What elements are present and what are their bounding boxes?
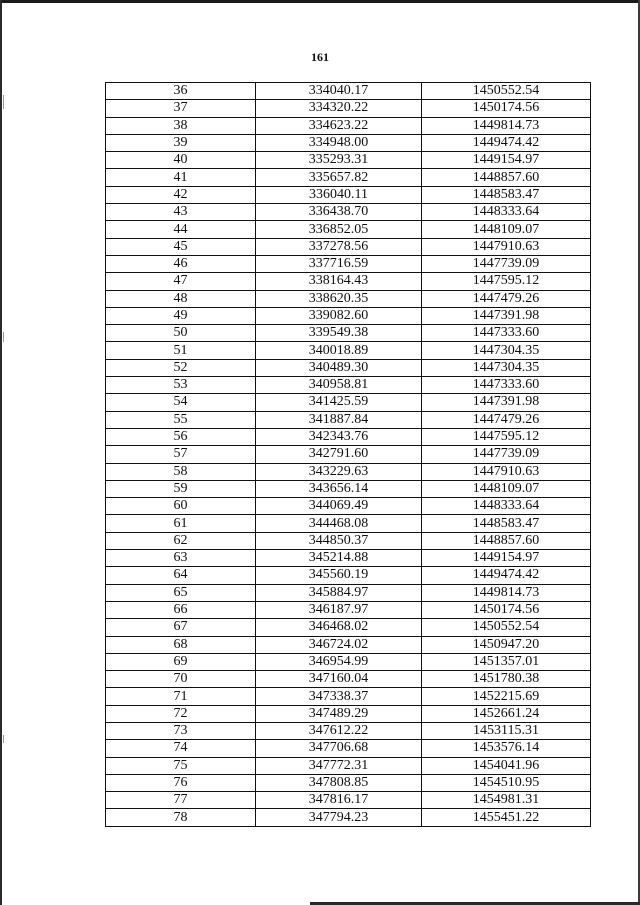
- table-row: [106, 636, 591, 653]
- page-left-edge: [0, 0, 2, 905]
- x-coordinate-cell: 347772.31: [256, 757, 422, 774]
- x-coordinate-cell: 345560.19: [256, 567, 422, 584]
- point-number-cell: 72: [106, 705, 256, 722]
- y-coordinate-cell: 1452215.69: [422, 688, 591, 705]
- y-coordinate-cell: 1453115.31: [422, 722, 591, 739]
- x-coordinate-cell: 347794.23: [256, 809, 422, 826]
- y-coordinate-cell: 1449474.42: [422, 567, 591, 584]
- point-number-cell: 65: [106, 584, 256, 601]
- table-row: [106, 722, 591, 739]
- point-number-cell: 55: [106, 411, 256, 428]
- y-coordinate-cell: 1454510.95: [422, 774, 591, 791]
- point-number-cell: 54: [106, 394, 256, 411]
- table-row: [106, 325, 591, 342]
- y-coordinate-cell: 1448857.60: [422, 532, 591, 549]
- page-number: 161: [311, 50, 329, 64]
- x-coordinate-cell: 345884.97: [256, 584, 422, 601]
- x-coordinate-cell: 344468.08: [256, 515, 422, 532]
- coordinates-table-body: [106, 83, 591, 827]
- y-coordinate-cell: 1449814.73: [422, 584, 591, 601]
- table-row: [106, 186, 591, 203]
- y-coordinate-cell: 1447333.60: [422, 377, 591, 394]
- point-number-cell: 44: [106, 221, 256, 238]
- table-row: [106, 204, 591, 221]
- y-coordinate-cell: 1450174.56: [422, 100, 591, 117]
- table-row: [106, 411, 591, 428]
- point-number-cell: 73: [106, 722, 256, 739]
- y-coordinate-cell: 1448109.07: [422, 221, 591, 238]
- page-top-edge: [0, 0, 640, 3]
- point-number-cell: 66: [106, 601, 256, 618]
- point-number-cell: 63: [106, 550, 256, 567]
- y-coordinate-cell: 1448333.64: [422, 204, 591, 221]
- y-coordinate-cell: 1450552.54: [422, 619, 591, 636]
- y-coordinate-cell: 1450552.54: [422, 83, 591, 100]
- x-coordinate-cell: 337278.56: [256, 238, 422, 255]
- table-row: [106, 290, 591, 307]
- y-coordinate-cell: 1449814.73: [422, 117, 591, 134]
- point-number-cell: 42: [106, 186, 256, 203]
- table-row: [106, 359, 591, 376]
- y-coordinate-cell: 1447304.35: [422, 342, 591, 359]
- table-row: [106, 238, 591, 255]
- table-row: [106, 619, 591, 636]
- x-coordinate-cell: 347160.04: [256, 671, 422, 688]
- point-number-cell: 78: [106, 809, 256, 826]
- y-coordinate-cell: 1447333.60: [422, 325, 591, 342]
- point-number-cell: 59: [106, 480, 256, 497]
- table-row: [106, 221, 591, 238]
- point-number-cell: 40: [106, 152, 256, 169]
- x-coordinate-cell: 346724.02: [256, 636, 422, 653]
- scan-artifact: [3, 95, 4, 109]
- y-coordinate-cell: 1447910.63: [422, 463, 591, 480]
- table-row: [106, 307, 591, 324]
- table-row: [106, 273, 591, 290]
- table-row: [106, 83, 591, 100]
- point-number-cell: 49: [106, 307, 256, 324]
- table-row: [106, 792, 591, 809]
- y-coordinate-cell: 1448333.64: [422, 498, 591, 515]
- x-coordinate-cell: 341425.59: [256, 394, 422, 411]
- point-number-cell: 41: [106, 169, 256, 186]
- x-coordinate-cell: 334040.17: [256, 83, 422, 100]
- x-coordinate-cell: 345214.88: [256, 550, 422, 567]
- y-coordinate-cell: 1447739.09: [422, 255, 591, 272]
- table-row: [106, 428, 591, 445]
- point-number-cell: 39: [106, 134, 256, 151]
- y-coordinate-cell: 1449474.42: [422, 134, 591, 151]
- point-number-cell: 51: [106, 342, 256, 359]
- table-row: [106, 152, 591, 169]
- scan-artifact: [3, 332, 4, 342]
- x-coordinate-cell: 335657.82: [256, 169, 422, 186]
- x-coordinate-cell: 336040.11: [256, 186, 422, 203]
- table-row: [106, 584, 591, 601]
- x-coordinate-cell: 344069.49: [256, 498, 422, 515]
- y-coordinate-cell: 1448857.60: [422, 169, 591, 186]
- point-number-cell: 61: [106, 515, 256, 532]
- point-number-cell: 52: [106, 359, 256, 376]
- table-row: [106, 740, 591, 757]
- y-coordinate-cell: 1452661.24: [422, 705, 591, 722]
- x-coordinate-cell: 343656.14: [256, 480, 422, 497]
- scan-artifact: [3, 735, 4, 743]
- table-row: [106, 377, 591, 394]
- table-row: [106, 774, 591, 791]
- y-coordinate-cell: 1450947.20: [422, 636, 591, 653]
- x-coordinate-cell: 339549.38: [256, 325, 422, 342]
- x-coordinate-cell: 347338.37: [256, 688, 422, 705]
- x-coordinate-cell: 335293.31: [256, 152, 422, 169]
- y-coordinate-cell: 1453576.14: [422, 740, 591, 757]
- table-row: [106, 705, 591, 722]
- table-row: [106, 757, 591, 774]
- y-coordinate-cell: 1447479.26: [422, 411, 591, 428]
- x-coordinate-cell: 342343.76: [256, 428, 422, 445]
- point-number-cell: 76: [106, 774, 256, 791]
- y-coordinate-cell: 1451357.01: [422, 653, 591, 670]
- y-coordinate-cell: 1447479.26: [422, 290, 591, 307]
- x-coordinate-cell: 346187.97: [256, 601, 422, 618]
- table-row: [106, 100, 591, 117]
- x-coordinate-cell: 336438.70: [256, 204, 422, 221]
- point-number-cell: 74: [106, 740, 256, 757]
- point-number-cell: 67: [106, 619, 256, 636]
- x-coordinate-cell: 342791.60: [256, 446, 422, 463]
- point-number-cell: 36: [106, 83, 256, 100]
- y-coordinate-cell: 1447304.35: [422, 359, 591, 376]
- y-coordinate-cell: 1449154.97: [422, 152, 591, 169]
- x-coordinate-cell: 338164.43: [256, 273, 422, 290]
- point-number-cell: 70: [106, 671, 256, 688]
- x-coordinate-cell: 334623.22: [256, 117, 422, 134]
- x-coordinate-cell: 340018.89: [256, 342, 422, 359]
- x-coordinate-cell: 347706.68: [256, 740, 422, 757]
- point-number-cell: 69: [106, 653, 256, 670]
- x-coordinate-cell: 337716.59: [256, 255, 422, 272]
- table-row: [106, 550, 591, 567]
- point-number-cell: 53: [106, 377, 256, 394]
- y-coordinate-cell: 1448109.07: [422, 480, 591, 497]
- table-row: [106, 653, 591, 670]
- x-coordinate-cell: 334320.22: [256, 100, 422, 117]
- x-coordinate-cell: 347816.17: [256, 792, 422, 809]
- y-coordinate-cell: 1455451.22: [422, 809, 591, 826]
- table-row: [106, 532, 591, 549]
- point-number-cell: 56: [106, 428, 256, 445]
- x-coordinate-cell: 347489.29: [256, 705, 422, 722]
- x-coordinate-cell: 336852.05: [256, 221, 422, 238]
- table-row: [106, 255, 591, 272]
- point-number-cell: 48: [106, 290, 256, 307]
- y-coordinate-cell: 1448583.47: [422, 186, 591, 203]
- point-number-cell: 60: [106, 498, 256, 515]
- x-coordinate-cell: 334948.00: [256, 134, 422, 151]
- x-coordinate-cell: 340958.81: [256, 377, 422, 394]
- x-coordinate-cell: 347808.85: [256, 774, 422, 791]
- point-number-cell: 38: [106, 117, 256, 134]
- y-coordinate-cell: 1454041.96: [422, 757, 591, 774]
- point-number-cell: 58: [106, 463, 256, 480]
- point-number-cell: 75: [106, 757, 256, 774]
- y-coordinate-cell: 1448583.47: [422, 515, 591, 532]
- point-number-cell: 77: [106, 792, 256, 809]
- point-number-cell: 45: [106, 238, 256, 255]
- point-number-cell: 47: [106, 273, 256, 290]
- coordinates-table: [105, 82, 591, 827]
- x-coordinate-cell: 346468.02: [256, 619, 422, 636]
- table-row: [106, 480, 591, 497]
- table-row: [106, 567, 591, 584]
- y-coordinate-cell: 1447391.98: [422, 394, 591, 411]
- y-coordinate-cell: 1451780.38: [422, 671, 591, 688]
- point-number-cell: 57: [106, 446, 256, 463]
- table-row: [106, 809, 591, 826]
- point-number-cell: 62: [106, 532, 256, 549]
- table-row: [106, 515, 591, 532]
- table-row: [106, 342, 591, 359]
- table-row: [106, 688, 591, 705]
- table-row: [106, 601, 591, 618]
- x-coordinate-cell: 339082.60: [256, 307, 422, 324]
- x-coordinate-cell: 347612.22: [256, 722, 422, 739]
- x-coordinate-cell: 343229.63: [256, 463, 422, 480]
- point-number-cell: 37: [106, 100, 256, 117]
- x-coordinate-cell: 344850.37: [256, 532, 422, 549]
- point-number-cell: 46: [106, 255, 256, 272]
- y-coordinate-cell: 1447595.12: [422, 428, 591, 445]
- table-row: [106, 463, 591, 480]
- x-coordinate-cell: 346954.99: [256, 653, 422, 670]
- y-coordinate-cell: 1454981.31: [422, 792, 591, 809]
- y-coordinate-cell: 1447595.12: [422, 273, 591, 290]
- table-row: [106, 169, 591, 186]
- point-number-cell: 71: [106, 688, 256, 705]
- y-coordinate-cell: 1450174.56: [422, 601, 591, 618]
- point-number-cell: 64: [106, 567, 256, 584]
- y-coordinate-cell: 1449154.97: [422, 550, 591, 567]
- y-coordinate-cell: 1447391.98: [422, 307, 591, 324]
- point-number-cell: 50: [106, 325, 256, 342]
- x-coordinate-cell: 340489.30: [256, 359, 422, 376]
- table-row: [106, 498, 591, 515]
- point-number-cell: 68: [106, 636, 256, 653]
- y-coordinate-cell: 1447739.09: [422, 446, 591, 463]
- x-coordinate-cell: 341887.84: [256, 411, 422, 428]
- table-row: [106, 134, 591, 151]
- table-row: [106, 394, 591, 411]
- table-row: [106, 671, 591, 688]
- x-coordinate-cell: 338620.35: [256, 290, 422, 307]
- table-row: [106, 446, 591, 463]
- table-row: [106, 117, 591, 134]
- point-number-cell: 43: [106, 204, 256, 221]
- y-coordinate-cell: 1447910.63: [422, 238, 591, 255]
